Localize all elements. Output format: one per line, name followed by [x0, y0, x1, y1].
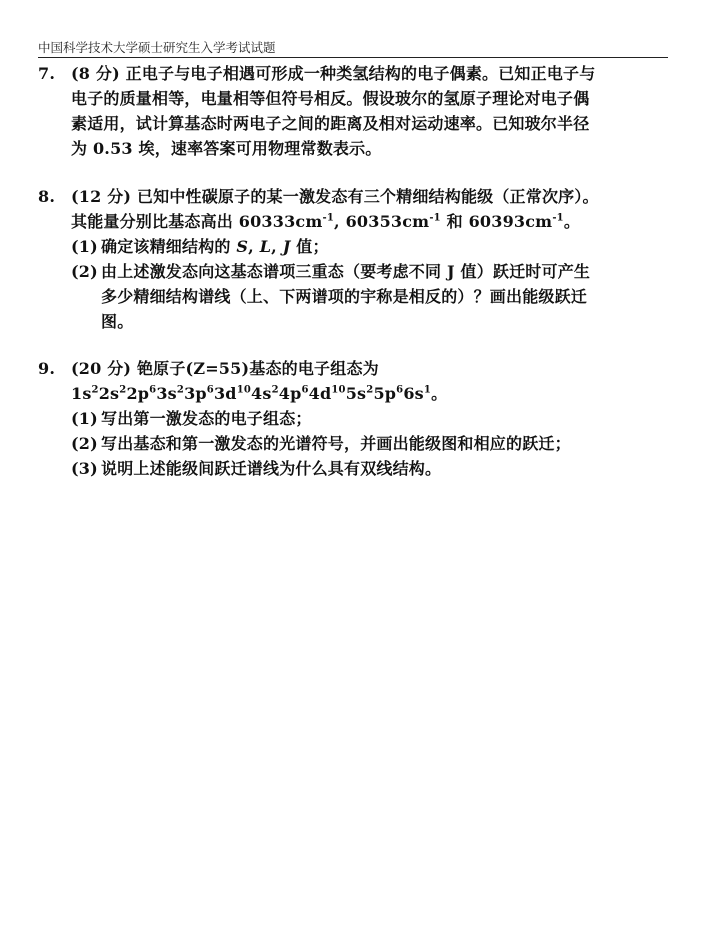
subquestion-label: (2) [71, 434, 98, 453]
orbital-occupancy: 2 [119, 384, 127, 396]
orbital-occupancy: 2 [176, 384, 185, 396]
orbital: 2p [126, 384, 150, 403]
question-text-line: (20 分) 铯原子(Z=55)基态的电子组态为 [71, 359, 379, 378]
subquestion-label: (1) [71, 409, 98, 428]
orbital-occupancy: 6 [206, 384, 214, 396]
orbital-occupancy: 2 [91, 384, 99, 396]
orbital-occupancy: 2 [271, 384, 279, 396]
orbital: 4s [251, 384, 272, 403]
orbital-occupancy: 10 [331, 384, 346, 396]
question-7 [38, 61, 670, 161]
page-header: 中国科学技术大学硕士研究生入学考试试题 [38, 40, 668, 58]
question-text-line: 电子的质量相等，电量相等但符号相反。假设玻尔的氢原子理论对电子偶 [71, 89, 590, 108]
question-text-line: 为 0.53 埃，速率答案可用物理常数表示。 [71, 139, 382, 158]
orbital-occupancy: 1 [423, 384, 432, 396]
question-text-line: 说明上述能级间跃迁谱线为什么具有双线结构。 [101, 459, 442, 478]
question-text-line: 由上述激发态向这基态谱项三重态（要考虑不同 J 值）跃迁时可产生 [101, 262, 591, 281]
subquestion-1: (1) 确定该精细结构的 S, L, J 值； [71, 234, 670, 259]
question-text-line: 图。 [101, 312, 134, 331]
question-text-line: (12 分) 已知中性碳原子的某一激发态有三个精细结构能级（正常次序）。 [71, 187, 599, 206]
orbital: 1s [71, 384, 92, 403]
orbital-occupancy: 6 [301, 384, 309, 396]
orbital-occupancy: 2 [366, 384, 374, 396]
subquestion-2 [71, 259, 670, 334]
question-9 [38, 356, 670, 481]
question-text-line: 写出基态和第一激发态的光谱符号，并画出能级图和相应的跃迁； [101, 434, 571, 453]
orbital: 4d [308, 384, 332, 403]
orbital-occupancy: 10 [236, 384, 252, 396]
subquestion-2 [71, 431, 670, 456]
subquestion-3 [71, 456, 670, 481]
orbital: 4p [278, 384, 302, 403]
orbital-occupancy: 6 [396, 384, 404, 396]
question-text-line: 写出第一激发态的电子组态； [101, 409, 312, 428]
question-number: 8. [38, 187, 56, 206]
question-text-line: (8 分) 正电子与电子相遇可形成一种类氢结构的电子偶素。已知正电子与 [71, 64, 596, 83]
orbital: 6s [403, 384, 424, 403]
orbital: 3s [156, 384, 177, 403]
question-8 [38, 184, 670, 334]
orbital: 2s [98, 384, 120, 403]
orbital: 5p [373, 384, 397, 403]
orbital-occupancy: 6 [149, 384, 157, 396]
question-text-line: 素适用，试计算基态时两电子之间的距离及相对运动速率。已知玻尔半径 [71, 114, 590, 133]
orbital: 5s [345, 384, 367, 403]
energy-values-line: 其能量分别比基态高出 $60333cm^{-1}$, $60353cm^{-1}$ 和 $60393cm^{-1}$。 [71, 212, 581, 231]
subquestion-label: (2) [71, 262, 98, 281]
question-number: 9. [38, 359, 56, 378]
subquestion-label: (3) [71, 459, 98, 478]
subquestion-label: (1) [71, 237, 98, 256]
question-number: 7. [38, 64, 56, 83]
orbital: 3d [213, 384, 237, 403]
orbital: 3p [184, 384, 207, 403]
question-text-line: 多少精细结构谱线（上、下两谱项的宇称是相反的）？画出能级跃迁 [101, 287, 588, 306]
electron-configuration: $1s^22s^22p^63s^23p^63d^{10}4s^24p^64d^{10}5s^25p^66s^1$。 [71, 384, 448, 403]
subquestion-1 [71, 406, 670, 431]
